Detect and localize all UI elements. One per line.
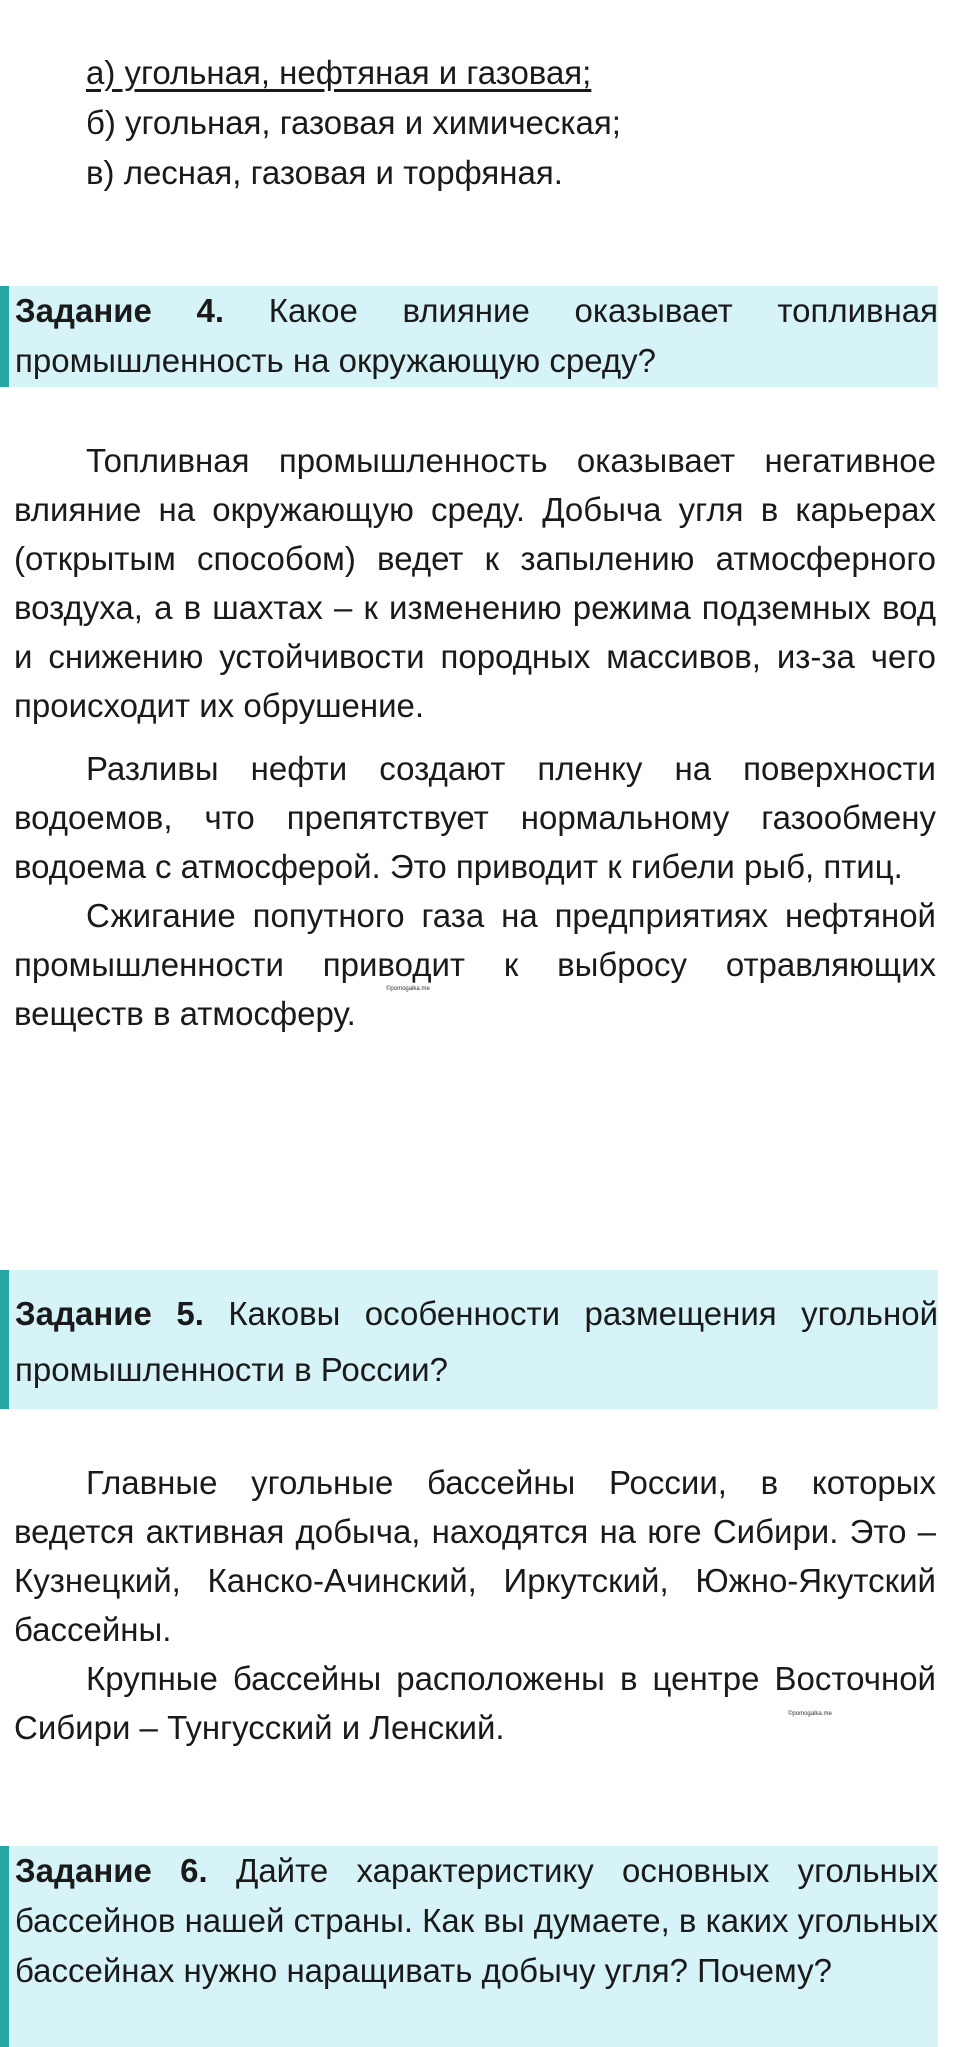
answer-4-paragraph-1: Топливная промышленность оказывает негативное влияние на окружающую среду. Добыча угля в карьерах (открытым способом) ведет к запылению атмосферного воздуха, а в шахтах – к изменению режима подземных вод и снижению устойчивости породных массивов, из-за чего происходит их обрушение. (14, 442, 936, 724)
task-6-question: Дайте характеристику основных угольных бассейнов нашей страны. Как вы думаете, в каких угольных бассейнах нужно наращивать добычу угля? Почему? (15, 1852, 939, 1989)
option-b: б) угольная, газовая и химическая; (86, 104, 621, 141)
task-6-label: Задание 6. (15, 1852, 208, 1889)
answer-5-paragraph-2: Крупные бассейны расположены в центре Восточной Сибири – Тунгусский и Ленский. (14, 1660, 936, 1746)
option-c: в) лесная, газовая и торфяная. (86, 154, 563, 191)
answer-4-paragraph-3: Сжигание попутного газа на предприятиях нефтяной промышленности приводит к выбросу отравляющих веществ в атмосферу. (14, 897, 936, 1032)
task-5-question: Каковы особенности размещения угольной промышленности в России? (15, 1295, 939, 1388)
answer-options (86, 48, 926, 198)
option-a: а) угольная, нефтяная и газовая; (86, 54, 592, 91)
task-6-box (0, 1846, 938, 2047)
watermark: ©pomogalka.me (788, 1711, 832, 1717)
watermark: ©pomogalka.me (386, 986, 430, 992)
task-5-label: Задание 5. (15, 1295, 204, 1332)
answer-4 (14, 436, 936, 1038)
task-4-box (0, 286, 938, 387)
answer-5 (14, 1458, 936, 1752)
task-5-box (0, 1270, 938, 1409)
answer-5-paragraph-1: Главные угольные бассейны России, в которых ведется активная добыча, находятся на юге Сибири. Это – Кузнецкий, Канско-Ачинский, Иркутский, Южно-Якутский бассейны. (14, 1464, 936, 1648)
answer-4-paragraph-2: Разливы нефти создают пленку на поверхности водоемов, что препятствует нормальному газообмену водоема с атмосферой. Это приводит к гибели рыб, птиц. (14, 750, 936, 885)
task-4-label: Задание 4. (15, 292, 225, 329)
task-4-question: Какое влияние оказывает топливная промышленность на окружающую среду? (15, 292, 938, 379)
